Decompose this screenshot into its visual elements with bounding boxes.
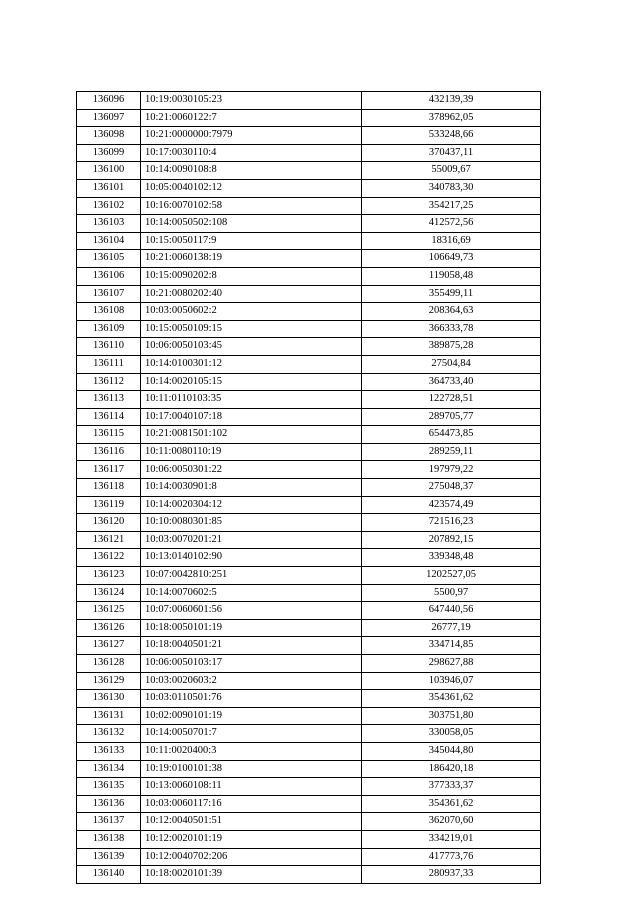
row-number-cell: 136117 [77,461,141,479]
value-cell: 103946,07 [362,672,541,690]
row-number-cell: 136110 [77,338,141,356]
table-row [77,461,541,479]
table-row [77,426,541,444]
row-number-cell: 136107 [77,285,141,303]
value-cell: 289705,77 [362,408,541,426]
row-number-cell: 136100 [77,162,141,180]
table-row [77,549,541,567]
value-cell: 370437,11 [362,144,541,162]
row-number-cell: 136102 [77,197,141,215]
cadastral-number-cell: 10:12:0020101:19 [141,830,362,848]
table-row [77,619,541,637]
cadastral-number-cell: 10:19:0100101:38 [141,760,362,778]
cadastral-number-cell: 10:07:0042810:251 [141,567,362,585]
value-cell: 119058,48 [362,267,541,285]
cadastral-number-cell: 10:03:0050602:2 [141,303,362,321]
value-cell: 417773,76 [362,848,541,866]
row-number-cell: 136104 [77,232,141,250]
cadastral-number-cell: 10:06:0050103:17 [141,655,362,673]
value-cell: 275048,37 [362,479,541,497]
cadastral-number-cell: 10:14:0070602:5 [141,584,362,602]
row-number-cell: 136127 [77,637,141,655]
cadastral-number-cell: 10:21:0000000:7979 [141,127,362,145]
row-number-cell: 136114 [77,408,141,426]
row-number-cell: 136113 [77,391,141,409]
table-row [77,127,541,145]
value-cell: 345044,80 [362,742,541,760]
table-row [77,760,541,778]
table-row [77,355,541,373]
table-row [77,320,541,338]
table-row [77,215,541,233]
table-row [77,496,541,514]
cadastral-number-cell: 10:21:0060138:19 [141,250,362,268]
value-cell: 721516,23 [362,514,541,532]
row-number-cell: 136111 [77,355,141,373]
table-row [77,303,541,321]
cadastral-number-cell: 10:21:0080202:40 [141,285,362,303]
value-cell: 366333,78 [362,320,541,338]
value-cell: 26777,19 [362,619,541,637]
cadastral-number-cell: 10:17:0040107:18 [141,408,362,426]
table-row [77,672,541,690]
row-number-cell: 136120 [77,514,141,532]
value-cell: 378962,05 [362,109,541,127]
row-number-cell: 136101 [77,179,141,197]
value-cell: 364733,40 [362,373,541,391]
table-row [77,197,541,215]
cadastral-number-cell: 10:14:0030901:8 [141,479,362,497]
row-number-cell: 136136 [77,795,141,813]
cadastral-number-cell: 10:16:0070102:58 [141,197,362,215]
value-cell: 303751,80 [362,707,541,725]
table-row [77,584,541,602]
table-row [77,144,541,162]
cadastral-number-cell: 10:15:0090202:8 [141,267,362,285]
row-number-cell: 136112 [77,373,141,391]
cadastral-number-cell: 10:21:0081501:102 [141,426,362,444]
cadastral-number-cell: 10:13:0140102:90 [141,549,362,567]
value-cell: 330058,05 [362,725,541,743]
row-number-cell: 136118 [77,479,141,497]
row-number-cell: 136128 [77,655,141,673]
row-number-cell: 136099 [77,144,141,162]
table-row [77,690,541,708]
cadastral-value-table [76,91,541,884]
row-number-cell: 136134 [77,760,141,778]
cadastral-number-cell: 10:14:0050502:108 [141,215,362,233]
value-cell: 298627,88 [362,655,541,673]
table-row [77,848,541,866]
cadastral-number-cell: 10:21:0060122:7 [141,109,362,127]
table-row [77,742,541,760]
table-row [77,267,541,285]
table-row [77,514,541,532]
row-number-cell: 136133 [77,742,141,760]
table-row [77,795,541,813]
row-number-cell: 136129 [77,672,141,690]
value-cell: 55009,67 [362,162,541,180]
row-number-cell: 136105 [77,250,141,268]
cadastral-number-cell: 10:19:0030105:23 [141,92,362,110]
table-body [77,92,541,884]
row-number-cell: 136132 [77,725,141,743]
table-row [77,92,541,110]
table-row [77,866,541,884]
row-number-cell: 136138 [77,830,141,848]
row-number-cell: 136125 [77,602,141,620]
row-number-cell: 136122 [77,549,141,567]
cadastral-number-cell: 10:17:0030110:4 [141,144,362,162]
table-row [77,707,541,725]
value-cell: 355499,11 [362,285,541,303]
value-cell: 208364,63 [362,303,541,321]
table-row [77,655,541,673]
value-cell: 423574,49 [362,496,541,514]
table-row [77,162,541,180]
value-cell: 18316,69 [362,232,541,250]
cadastral-number-cell: 10:06:0050103:45 [141,338,362,356]
value-cell: 339348,48 [362,549,541,567]
value-cell: 334219,01 [362,830,541,848]
table-row [77,285,541,303]
row-number-cell: 136106 [77,267,141,285]
table-row [77,637,541,655]
value-cell: 1202527,05 [362,567,541,585]
value-cell: 186420,18 [362,760,541,778]
cadastral-number-cell: 10:10:0080301:85 [141,514,362,532]
row-number-cell: 136121 [77,531,141,549]
value-cell: 280937,33 [362,866,541,884]
cadastral-number-cell: 10:14:0100301:12 [141,355,362,373]
value-cell: 533248,66 [362,127,541,145]
cadastral-number-cell: 10:03:0070201:21 [141,531,362,549]
cadastral-number-cell: 10:02:0090101:19 [141,707,362,725]
row-number-cell: 136140 [77,866,141,884]
table-row [77,408,541,426]
row-number-cell: 136124 [77,584,141,602]
table-row [77,813,541,831]
row-number-cell: 136098 [77,127,141,145]
value-cell: 412572,56 [362,215,541,233]
value-cell: 340783,30 [362,179,541,197]
cadastral-number-cell: 10:14:0020304:12 [141,496,362,514]
value-cell: 27504,84 [362,355,541,373]
cadastral-number-cell: 10:05:0040102:12 [141,179,362,197]
row-number-cell: 136131 [77,707,141,725]
cadastral-number-cell: 10:18:0020101:39 [141,866,362,884]
cadastral-number-cell: 10:14:0090108:8 [141,162,362,180]
value-cell: 354361,62 [362,795,541,813]
row-number-cell: 136137 [77,813,141,831]
table-row [77,725,541,743]
value-cell: 362070,60 [362,813,541,831]
cadastral-number-cell: 10:03:0020603:2 [141,672,362,690]
cadastral-number-cell: 10:12:0040702:206 [141,848,362,866]
row-number-cell: 136116 [77,443,141,461]
row-number-cell: 136135 [77,778,141,796]
cadastral-number-cell: 10:18:0040501:21 [141,637,362,655]
row-number-cell: 136126 [77,619,141,637]
table-row [77,567,541,585]
table-row [77,531,541,549]
row-number-cell: 136123 [77,567,141,585]
value-cell: 354361,62 [362,690,541,708]
table-row [77,338,541,356]
table-row [77,830,541,848]
value-cell: 289259,11 [362,443,541,461]
value-cell: 207892,15 [362,531,541,549]
cadastral-number-cell: 10:14:0050701:7 [141,725,362,743]
table-row [77,109,541,127]
cadastral-number-cell: 10:07:0060601:56 [141,602,362,620]
value-cell: 5500,97 [362,584,541,602]
row-number-cell: 136139 [77,848,141,866]
cadastral-number-cell: 10:03:0060117:16 [141,795,362,813]
row-number-cell: 136108 [77,303,141,321]
cadastral-number-cell: 10:15:0050109:15 [141,320,362,338]
cadastral-number-cell: 10:12:0040501:51 [141,813,362,831]
table-row [77,232,541,250]
row-number-cell: 136097 [77,109,141,127]
table-row [77,373,541,391]
row-number-cell: 136096 [77,92,141,110]
cadastral-number-cell: 10:11:0080110:19 [141,443,362,461]
value-cell: 654473,85 [362,426,541,444]
table-row [77,443,541,461]
table-row [77,391,541,409]
cadastral-number-cell: 10:06:0050301:22 [141,461,362,479]
value-cell: 197979,22 [362,461,541,479]
table-row [77,602,541,620]
row-number-cell: 136130 [77,690,141,708]
cadastral-number-cell: 10:11:0110103:35 [141,391,362,409]
cadastral-number-cell: 10:03:0110501:76 [141,690,362,708]
cadastral-number-cell: 10:13:0060108:11 [141,778,362,796]
value-cell: 106649,73 [362,250,541,268]
table-row [77,250,541,268]
value-cell: 334714,85 [362,637,541,655]
cadastral-number-cell: 10:15:0050117:9 [141,232,362,250]
table-row [77,179,541,197]
cadastral-number-cell: 10:18:0050101:19 [141,619,362,637]
row-number-cell: 136119 [77,496,141,514]
value-cell: 377333,37 [362,778,541,796]
value-cell: 354217,25 [362,197,541,215]
table-row [77,778,541,796]
value-cell: 432139,39 [362,92,541,110]
cadastral-number-cell: 10:11:0020400:3 [141,742,362,760]
value-cell: 389875,28 [362,338,541,356]
value-cell: 647440,56 [362,602,541,620]
row-number-cell: 136109 [77,320,141,338]
row-number-cell: 136103 [77,215,141,233]
value-cell: 122728,51 [362,391,541,409]
row-number-cell: 136115 [77,426,141,444]
cadastral-number-cell: 10:14:0020105:15 [141,373,362,391]
table-row [77,479,541,497]
